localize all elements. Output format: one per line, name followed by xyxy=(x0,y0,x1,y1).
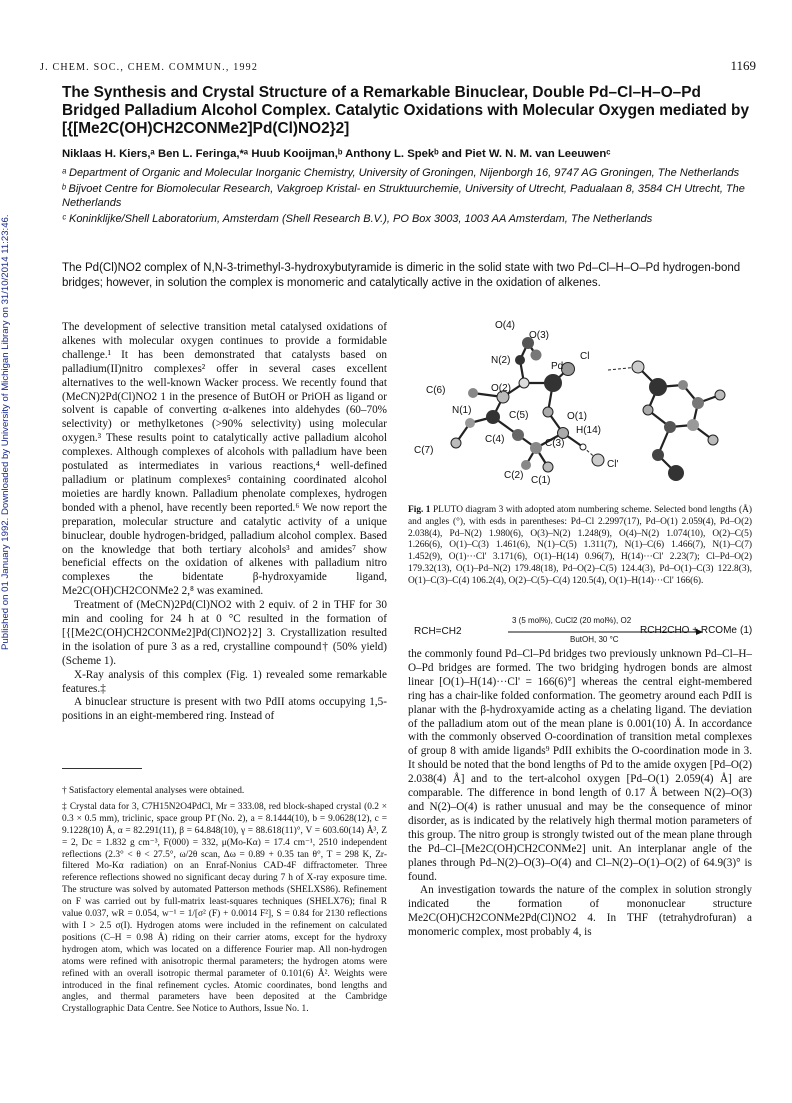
affiliation-c: ᶜ Koninklijke/Shell Laboratorium, Amsterdam (Shell Research B.V.), PO Box 3003, 1003 AA Amsterdam, The Netherlands xyxy=(62,212,653,225)
running-header: J. CHEM. SOC., CHEM. COMMUN., 1992 xyxy=(40,62,259,73)
figure-caption-label: Fig. 1 xyxy=(408,505,431,515)
paragraph: Treatment of (MeCN)2Pd(Cl)NO2 with 2 equiv. of 2 in THF for 30 min and cooling for 24 h at 0 °C resulted in the formation of [{[Me2C(OH)CH2CONMe2]Pd(Cl)NO2}2] 3. Crystallization resulted in the isolation of pure 3 as a red, crystalline compound† (50% yield) (Scheme 1). xyxy=(62,599,387,667)
atom-label: N(1) xyxy=(452,405,472,416)
paragraph: An investigation towards the nature of the complex in solution strongly indicated the formation of mononuclear structure Me2C(OH)CH2CONMe2Pd(Cl)NO2 4. In THF (tetrahydrofuran) a monomeric complex, most probably 4, is xyxy=(408,884,752,939)
affiliation-a: ᵃ Department of Organic and Molecular Inorganic Chemistry, University of Groningen, Nijenborgh 16, 9747 AG Groningen, The Netherlands xyxy=(62,167,740,179)
atom-label: C(2) xyxy=(504,470,524,481)
reactant: RCH=CH2 xyxy=(414,626,462,637)
atom-label: O(4) xyxy=(495,320,515,331)
atom-label: C(1) xyxy=(531,475,551,486)
right-column xyxy=(408,648,752,940)
atom-label: C(3) xyxy=(545,438,565,449)
footnotes xyxy=(62,786,387,1020)
affiliation-b: ᵇ Bijvoet Centre for Biomolecular Research, Vakgroep Kristal- en Struktuurchemie, University of Utrecht, Padualaan 8, 3584 CH Utrecht, The Netherlands xyxy=(62,182,745,210)
hydrogen-bonds xyxy=(583,367,638,460)
paragraph: The development of selective transition metal catalysed oxidations of alkenes with molecular oxygen continues to provide a formidable challenge.¹ It has been demonstrated that catalysts based on palladium(II)nitro complexes² offer in several cases excellent alternatives to the well-known Wacker process. We recently found that (MeCN)2Pd(Cl)NO2 1 in the presence of ButOH or PriOH as ligand or solvent is capable of converting α-alkenes into aldehydes (60–70% selectivity) or methylketones (>90% selectivity) using molecular oxygen.³ These results point to catalytically active palladium alcohol complexes. Although complexes of alcohols with palladium have been postulated as intermediates in various reactions,⁴ well-defined palladium or platinum complexes⁵ containing coordinated alcohol moieties are hardly known. Palladium phenolate complexes, hydrogen bonded with a phenol, have recently been reported.⁶ We now report the preparation, molecular structure and catalytic activity of a unique binuclear, double hydrogen-bridged, palladium alcohol complex. Based on the knowledge that both tertiary alcohols³ and amides⁷ show beneficial effects on the oxidation of alkenes with palladium nitro complexes the bidentate β-hydroxyamide ligand, Me2C(OH)CH2CONMe2 2,⁸ was examined. xyxy=(62,321,387,598)
left-column xyxy=(62,321,387,724)
atom-label: Pd xyxy=(551,361,564,372)
molecular-structure-figure xyxy=(408,315,752,500)
reaction-products: RCH2CHO + RCOMe xyxy=(640,625,737,636)
atom-label: C(6) xyxy=(426,385,446,396)
atom-label: C(5) xyxy=(509,410,529,421)
affiliations xyxy=(62,166,762,227)
paragraph: the commonly found Pd–Cl–Pd bridges two previously unknown Pd–Cl–H–O–Pd bridges are formed. The two bridging hydrogen bonds are almost linear [O(1)–H(14)···Cl' = 166(6)°] whereas the central eight-membered ring has a chair-like folded conformation. The geometry around each PdII is planar with the β-hydroxyamide acting as a chelating ligand. The deviation of the palladium atom out of the mean plane is 0.001(10) Å. In accordance with the commonly observed O-coordination of transition metal complexes of group 8 with amide ligands⁹ PdII exhibits the O-coordination mode in 3. It should be noted that the bond lengths of Pd to the amide oxygen [Pd–O(2) 2.038(4) Å] and to the tert-alcohol oxygen [Pd–O(1) 2.059(4) Å] are comparable. The difference in bond length of 0.17 Å between N(2)–O(3) and N(2)–O(4) is rather unusual and may be the consequence of minor disorder, as is indicated by the relatively high thermal motion parameters of this group. The nitro group is strongly twisted out of the mean plane through the Pd–Cl–[Me2C(OH)CH2CONMe2] unit. An interplanar angle of the planes through Pd–N(2)–O(3)–O(4) and Cl–N(2)–O(1)–O(2) of 64.9(3)° is found. xyxy=(408,648,752,883)
download-notice-text: Published on 01 January 1992. Downloaded by University of Michigan Library on 31/10/2014 11:23:46. xyxy=(0,214,11,650)
paragraph: X-Ray analysis of this complex (Fig. 1) revealed some remarkable features.‡ xyxy=(62,668,387,695)
atom-label: O(3) xyxy=(529,330,549,341)
atom-labels xyxy=(414,320,618,486)
atom-label: O(1) xyxy=(567,411,587,422)
figure-caption-text: PLUTO diagram 3 with adopted atom numbering scheme. Selected bond lengths (Å) and angles (°), with esds in parentheses: Pd–Cl 2.2997(17), Pd–O(1) 2.059(4), Pd–O(2) 2.038(4), Pd–N(2) 1.980(6), O(3)–N(2) 1.248(9), O(4)–N(2) 1.074(10), O(2)–C(5) 1.266(6), O(1)–C(3) 1.461(6), N(1)–C(5) 1.311(7), N(1)–C(6) 1.466(7), N(1)–C(7) 1.452(9), O(1)···Cl' 3.171(6), O(1)–H(14) 0.96(7), H(14)···Cl' 2.23(7); Cl–Pd–O(2) 179.32(13), O(1)–Pd–N(2) 179.48(18), Pd–O(2)–C(5) 124.4(3), Pd–O(1)–C(3) 122.8(3), O(1)–C(3)–C(4) 106.2(4), O(2)–C(5)–C(4) 120.5(4), O(1)–H(14)···Cl' 166(6). xyxy=(408,505,752,586)
atom-label: Cl' xyxy=(607,459,619,470)
atom-label: O(2) xyxy=(491,383,511,394)
atom-label: N(2) xyxy=(491,355,511,366)
atom-label: C(4) xyxy=(485,434,505,445)
author-list: Niklaas H. Kiers,ᵃ Ben L. Feringa,*ᵃ Huub Kooijman,ᵇ Anthony L. Spekᵇ and Piet W. N. M. van Leeuwenᶜ xyxy=(62,148,611,160)
equation-number: (1) xyxy=(740,625,753,636)
footnote-divider xyxy=(62,768,142,769)
conditions-bottom: ButOH, 30 °C xyxy=(570,635,619,644)
atom-label: Cl xyxy=(580,351,590,362)
paragraph: A binuclear structure is present with two PdII atoms occupying 1,5-positions in an eight-membered ring. Instead of xyxy=(62,696,387,723)
footnote-crystal-data: ‡ Crystal data for 3, C7H15N2O4PdCl, Mr = 333.08, red block-shaped crystal (0.2 × 0.3 × 0.5 mm), triclinic, space group P1̄ (No. 2), a = 8.1444(10), b = 9.0628(12), c = 9.1228(10) Å, α = 82.291(11), β = 64.848(10), γ = 88.618(11)°, V = 603.60(14) Å³, Z = 2, Dc = 1.832 g cm⁻³, F(000) = 332, μ(Mo-Kα) = 17.4 cm⁻¹, 2510 independent reflections (2.3° < θ < 27.5°, ω/2θ scan, Δω = 0.89 + 0.35 tan θ°, T = 298 K, Zr-filtered Mo-Kα radiation) on an Enraf-Nonius CAD-4F diffractometer. Three reference reflections showed no significant decay during 7 h of X-ray exposure time. The structure was solved by automated Patterson methods (SHELXS86). Refinement on F was carried out by full-matrix least-squares techniques (SHELX76); final R value 0.037, wR = 0.054, w⁻¹ = 1/[σ² (F) + 0.0014 F²], S = 0.84 for 2130 reflections with I > 2.5 σ(I). Hydrogen atoms were included in the refinement on calculated positions (C–H = 0.98 Å) riding on their carrier atoms, except for the hydroxy hydrogen atom, which was located on a difference Fourier map. All non-hydrogen atoms were refined with anisotropic thermal parameters; the hydrogen atoms were refined with an overall isotropic thermal parameter of 0.101(6) Å². Weights were introduced in the final refinement cycles. Atomic coordinates, bond lengths and angles, and thermal parameters have been deposited at the Cambridge Crystallographic Data Centre. See Notice to Authors, Issue No. 1. xyxy=(62,801,387,1015)
atom-label: H(14) xyxy=(576,425,602,436)
abstract: The Pd(Cl)NO2 complex of N,N-3-trimethyl-3-hydroxybutyramide is dimeric in the solid state with two Pd–Cl–H–O–Pd hydrogen-bond bridges; however, in solution the complex is monomeric and catalytically active in the oxidation of alkenes. xyxy=(62,262,741,289)
atom-label: C(7) xyxy=(414,445,434,456)
footnote: † Satisfactory elemental analyses were obtained. xyxy=(62,786,245,796)
conditions-top: 3 (5 mol%), CuCl2 (20 mol%), O2 xyxy=(512,616,632,625)
figure-caption xyxy=(408,505,752,588)
article-title: The Synthesis and Crystal Structure of a Remarkable Binuclear, Double Pd–Cl–H–O–Pd Bridged Palladium Alcohol Complex. Catalytic Oxidations with Molecular Oxygen mediated by [{[Me2C(OH)CH2CONMe2]Pd(Cl)NO2}2] xyxy=(62,84,750,137)
download-notice xyxy=(0,210,12,870)
page-number: 1169 xyxy=(730,58,756,73)
